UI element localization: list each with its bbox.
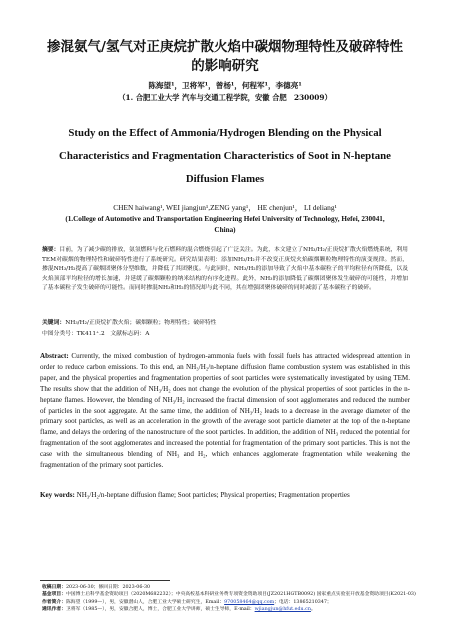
corresponding-label: 通讯作者：	[42, 606, 66, 613]
author-phone: ；电话：13865210347；	[274, 599, 332, 605]
english-authors: CHEN haiwang¹, WEI jiangjun¹,ZENG yang¹， HE chenjun¹， LI deliang¹	[113, 203, 337, 212]
english-keywords-label: Key words:	[40, 491, 75, 499]
footnotes	[42, 584, 420, 614]
english-title	[30, 122, 420, 191]
chinese-title	[20, 38, 430, 76]
english-keywords	[40, 491, 410, 499]
fund-label: 基金项目：	[42, 591, 66, 598]
corresponding-email-link[interactable]: wjiangjun@hfut.edu.cn	[254, 607, 311, 613]
chinese-authors: 陈海望¹，卫将军¹，曾杨¹，何程军¹，李德亮¹	[148, 81, 302, 90]
chinese-keywords-label: 关键词：	[42, 320, 66, 326]
english-title-line-3: Diffusion Flames	[185, 173, 265, 185]
chinese-abstract-text: 目前，为了减少碳的排放，氨氢燃料与化石燃料的混合燃烧引起了广泛关注。为此，本文建立了NH₃/H₂/正庚烷扩散火焰燃烧系统，利用TEM对碳烟的物理特性和破碎特性进行了系统研究。研究结果表明：添加NH₃/H₂并不改变正庚烷火焰碳烟颗粒物理特性的演变规律。然而，掺混NH₃/H₂提高了碳烟团聚体分型维数，并降低了其团聚度。与此同时，NH₃/H₂的添加导致了火焰中基本碳粒子的平均粒径有所降低，以及火焰顶部平均粒径的增长加速，并延缓了碳烟颗粒的纳米结构的有序化进程。此外，NH₃的添加降低了碳烟团聚体发生破碎的可能性，并增加了基本碳粒子发生破碎的可能性。而同时掺混NH₃和H₂的情况却与此不同，其在增强团聚体破碎的同时减弱了基本碳粒子的破碎。	[42, 247, 408, 292]
received-text: 2023-06-30；修回日期：2023-06-30	[66, 585, 151, 590]
fund-text: 中国博士后科学基金资助项目（2020M682232）；中央高校基本科研业务费专项资金资助项目(JZ2021HGTB0092) 国家重点实验室开放基金资助项目(K2021-03)	[66, 592, 416, 598]
classification-code: 中图分类号：TK411⁺.2 文献标志码：A	[42, 331, 150, 337]
chinese-affiliation: （1. 合肥工业大学 汽车与交通工程学院，安徽 合肥 230009）	[118, 93, 332, 102]
english-title-line-1: Study on the Effect of Ammonia/Hydrogen Blending on the Physical	[68, 127, 382, 139]
chinese-abstract-label: 摘要：	[42, 247, 60, 253]
chinese-keywords-text: NH₃/H₂/正庚烷扩散火焰；碳烟颗粒；物理特性；破碎特性	[65, 320, 217, 326]
corresponding-text: 卫将军（1985—），男，安徽合肥人，博士，合肥工业大学讲师，硕士生导师，E-mail：	[66, 607, 255, 613]
author-label: 作者简介：	[42, 598, 66, 605]
author-text: 陈海望（1999—），男，安徽潜山人，合肥工业大学硕士研究生，Email：	[66, 599, 225, 605]
english-keywords-text: NH₃/H₂/n-heptane diffusion flame; Soot particles; Physical properties; Fragmentation properties	[76, 491, 350, 499]
chinese-abstract	[42, 246, 408, 294]
english-affiliation-line-2: China)	[214, 225, 236, 234]
english-affiliation	[30, 214, 420, 235]
chinese-keywords	[42, 317, 408, 326]
footnote-divider	[40, 580, 170, 581]
footnote-author	[42, 599, 420, 606]
chinese-title-line-2: 的影响研究	[191, 58, 259, 74]
author-email-link[interactable]: 970058464@qq.com	[224, 599, 275, 605]
english-title-line-2: Characteristics and Fragmentation Characteristics of Soot in N-heptane	[59, 150, 391, 162]
english-affiliation-line-1: (1.College of Automotive and Transportation Engineering Hefei University of Technology, Hefei, 230041,	[65, 215, 385, 223]
english-abstract	[40, 351, 410, 471]
footnote-received	[42, 584, 420, 591]
footnote-corresponding	[42, 606, 420, 613]
corresponding-end: 。	[310, 607, 316, 613]
english-abstract-text: Currently, the mixed combustion of hydrogen-ammonia fuels with fossil fuels has attracted widespread attention in order to reduce carbon emissions. To this end, an NH₃/H₂/n-heptane diffusion flame combustion system was established in this paper, and the physical properties and fragmentation properties of soot particles were systematically investigated by using TEM. The results show that the addition of NH₃/H₂ does not change the evolution of the physical properties of soot particles in the n-heptane flames. However, the blending of NH₃/H₂ increased the fractal dimension of soot agglomerates and reduced the number of particles in the soot aggregate. At the same time, the addition of NH₃/H₂ leads to a decrease in the average diameter of the primary soot particles, as well as an acceleration in the growth of the average soot particle diameter at the top of the n-heptane flame, and delays the ordering of the nanostructure of the soot particles. In addition, the addition of NH₃ reduced the potential for fragmentation of the soot agglomerates and increased the potential for fragmentation of the primary soot particles. This is not the case with the simultaneous blending of NH₃ and H₂, which enhances agglomerate fragmentation while weakening the fragmentation of the primary soot particles.	[40, 352, 410, 470]
footnote-fund	[42, 591, 420, 598]
chinese-title-line-1: 掺混氨气/氢气对正庚烷扩散火焰中碳烟物理特性及破碎特性	[47, 39, 403, 55]
received-label: 收稿日期：	[42, 584, 66, 590]
english-abstract-label: Abstract:	[40, 352, 69, 360]
